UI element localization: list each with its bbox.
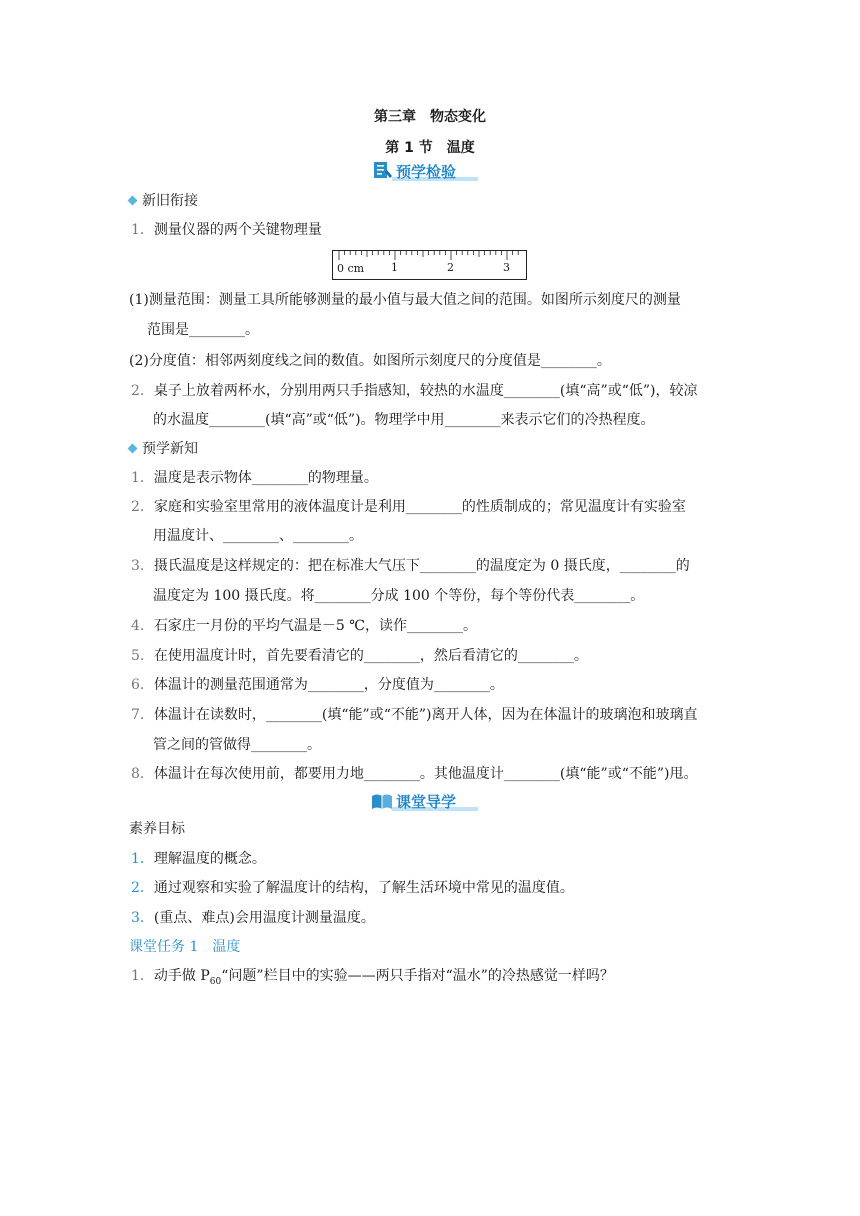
list-item: 8．体温计在每次使用前，都要用力地________。其他温度计________(填“能”或“不能”)甩。 [131, 766, 698, 782]
new-heading: 预学新知 [129, 440, 198, 458]
list-item: 5．在使用温度计时，首先要看清它的________，然后看清它的________。 [131, 648, 588, 664]
diamond-bullet-icon [128, 196, 138, 206]
chapter-title: 第三章 物态变化 [374, 109, 486, 125]
list-item-cont: 用温度计、________、________。 [153, 528, 363, 544]
task-heading: 课堂任务 1 温度 [129, 939, 241, 955]
q1-line: 1．测量仪器的两个关键物理量 [131, 222, 322, 238]
list-item-cont: 管之间的管做得________。 [153, 737, 321, 753]
goal-item: 1．理解温度的概念。 [131, 851, 266, 867]
task-question: 1．动手做 $P_{60}“$问题”栏目中的实验——两只手指对“温水”的冷热感觉一样吗？ [131, 968, 614, 987]
list-item: 3．摄氏温度是这样规定的：把在标准大气压下________的温度定为 0 摄氏度，________的 [131, 558, 690, 574]
ruler-tick-label: 2 [447, 261, 454, 274]
q2-line1: 2．桌子上放着两杯水，分别用两只手指感知，较热的水温度________(填“高”或“低”)，较凉 [131, 383, 698, 399]
q1-a-line2: 范围是________。 [147, 322, 259, 338]
ruler-unit-label: 0 cm [337, 262, 365, 275]
old-heading: 新旧衔接 [129, 192, 198, 210]
goals-heading: 素养目标 [129, 821, 185, 837]
list-item: 1．温度是表示物体________的物理量。 [131, 470, 378, 486]
ruler-figure [332, 250, 527, 280]
list-item: 7．体温计在读数时，________(填“能”或“不能”)离开人体，因为在体温计的玻璃泡和玻璃直 [131, 707, 698, 723]
list-item: 2．家庭和实验室里常用的液体温度计是利用________的性质制成的；常见温度计有实验室 [131, 499, 686, 515]
goal-item: 3．(重点、难点)会用温度计测量温度。 [131, 910, 375, 926]
notebook-icon [372, 160, 394, 182]
list-item: 6．体温计的测量范围通常为________，分度值为________。 [131, 677, 504, 693]
ruler-tick-label: 1 [391, 261, 398, 274]
diamond-bullet-icon [128, 444, 138, 454]
q1-b-line: (2)分度值：相邻两刻度线之间的数值。如图所示刻度尺的分度值是________。 [129, 353, 611, 369]
goal-item: 2．通过观察和实验了解温度计的结构，了解生活环境中常见的温度值。 [131, 880, 574, 896]
section-title: 第 1 节 温度 [385, 140, 475, 156]
open-book-icon [370, 790, 394, 812]
list-item: 4．石家庄一月份的平均气温是－5 ℃，读作________。 [131, 618, 477, 634]
preview-banner [370, 160, 480, 182]
preview-banner-label: 预学检验 [396, 163, 457, 181]
q1-a-line1: (1)测量范围：测量工具所能够测量的最小值与最大值之间的范围。如图所示刻度尺的测量 [129, 292, 681, 308]
class-banner [370, 790, 480, 812]
list-item-cont: 温度定为 100 摄氏度。将________分成 100 个等份，每个等份代表________。 [153, 588, 645, 604]
q2-line2: 的水温度________(填“高”或“低”)。物理学中用________来表示它们的冷热程度。 [153, 412, 655, 428]
ruler-tick-label: 3 [503, 261, 510, 274]
class-banner-label: 课堂导学 [396, 793, 457, 811]
